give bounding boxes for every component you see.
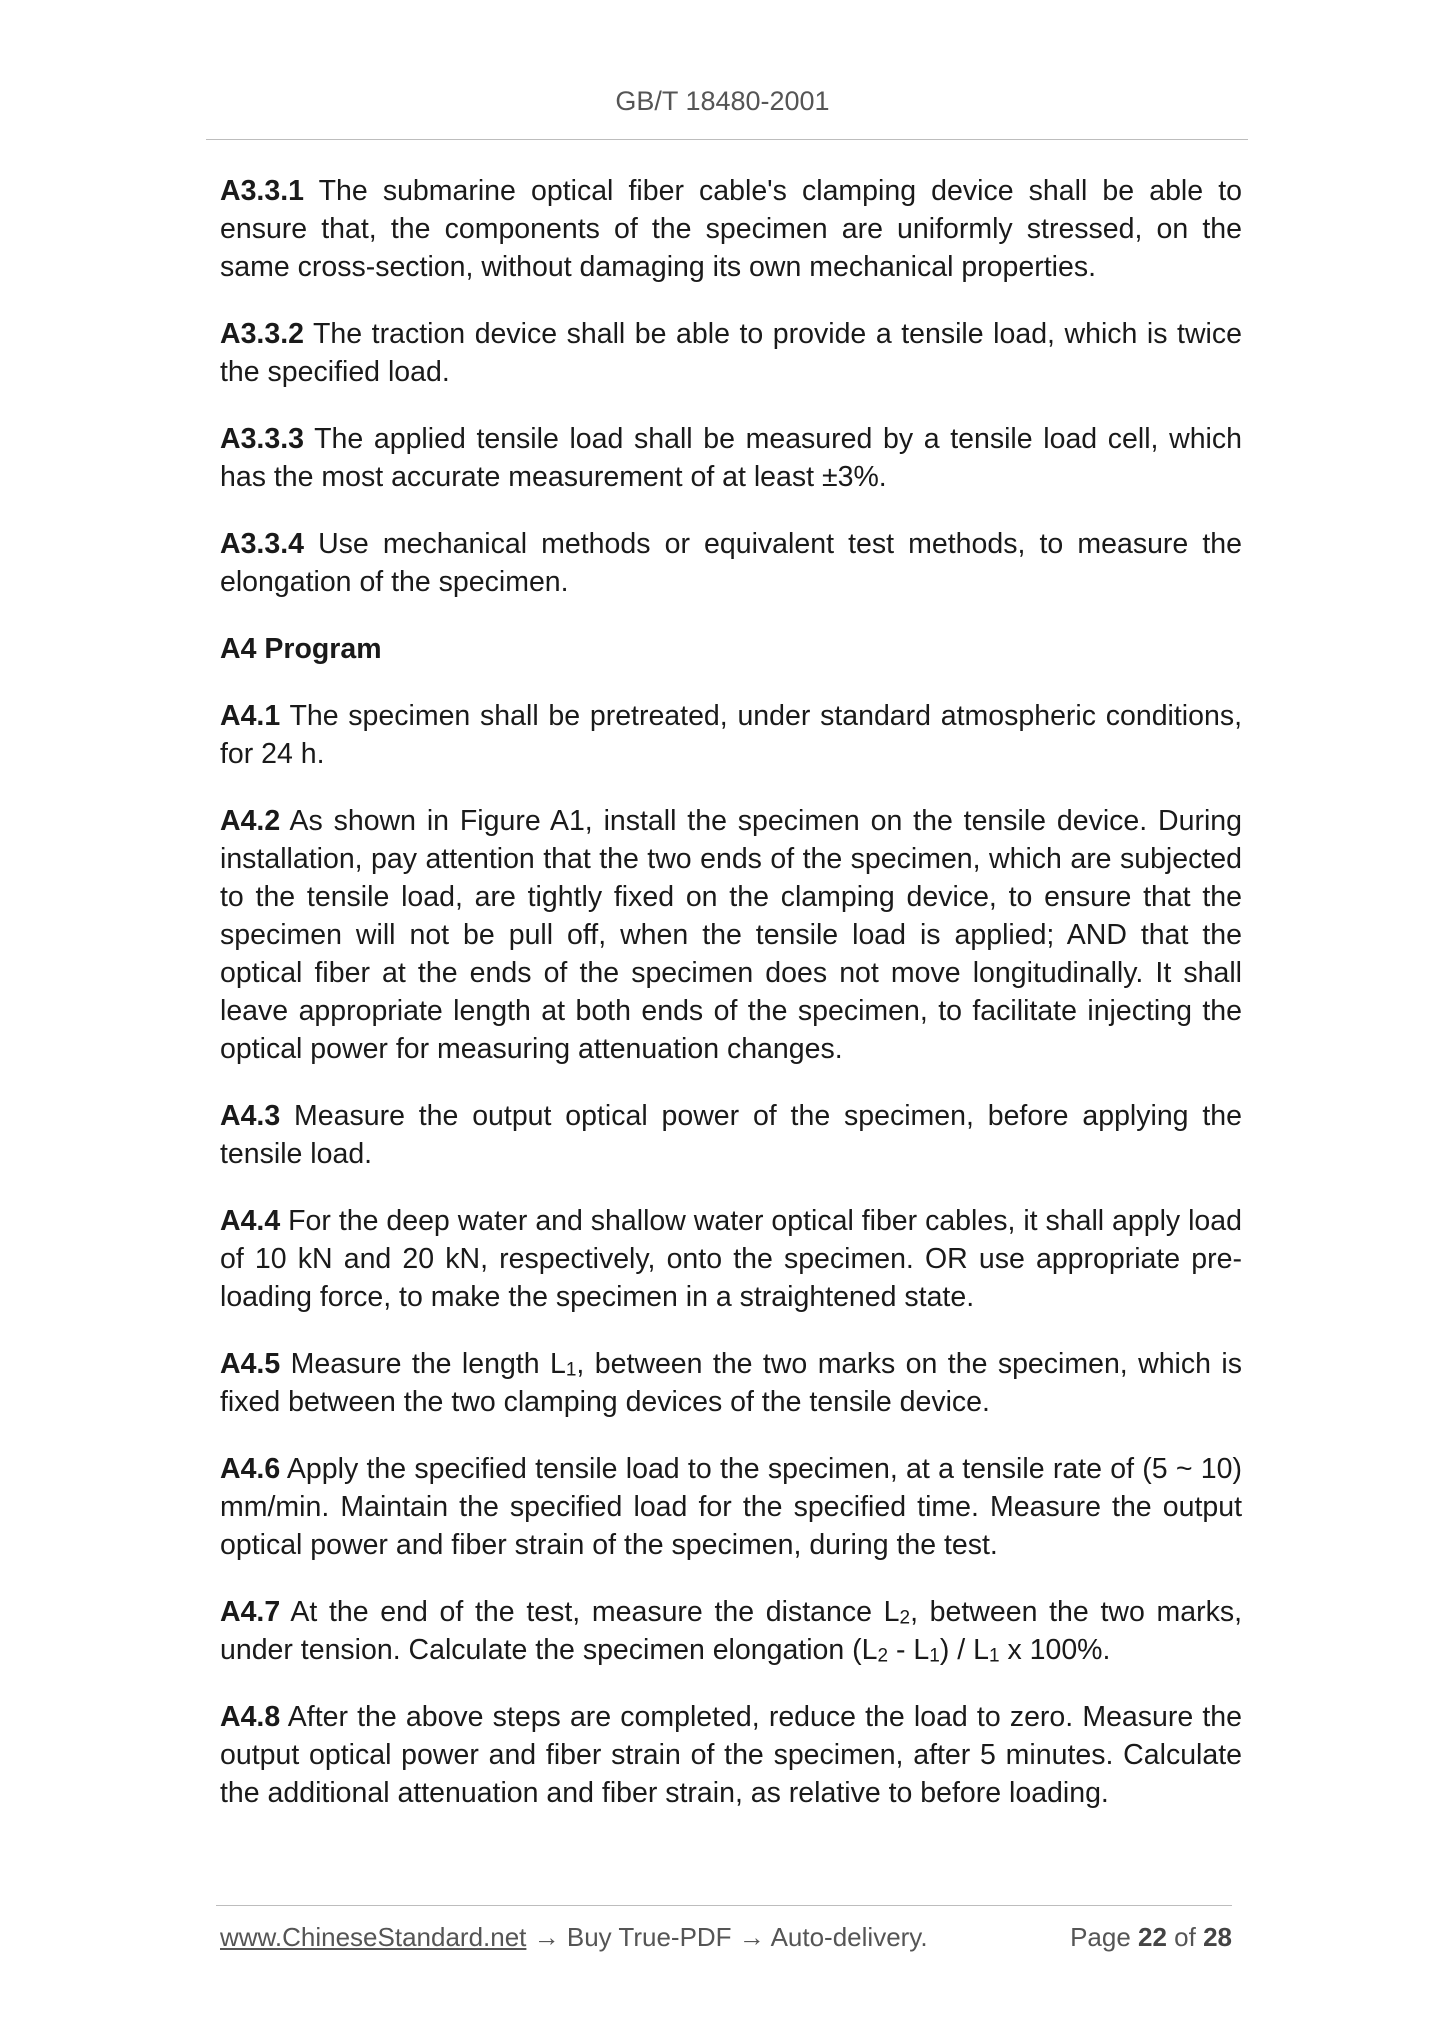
clause-text: The applied tensile load shall be measured by a tensile load cell, which has the most accurate measurement of at least ±3%. [220, 423, 1242, 493]
clause-a3-3-3 [220, 420, 1242, 496]
clause-a4-4 [220, 1202, 1242, 1316]
clause-text: The submarine optical fiber cable's clamping device shall be able to ensure that, the components of the specimen are uniformly stressed, on the same cross-section, without damaging its own mechanical properties. [220, 175, 1242, 283]
clause-text: x 100%. [999, 1634, 1111, 1666]
subscript: 1 [565, 1359, 577, 1381]
document-id: GB/T 18480-2001 [615, 86, 830, 116]
clause-number: A3.3.3 [220, 423, 304, 455]
footer-tagline: → Buy True-PDF → Auto-delivery. [526, 1922, 928, 1952]
clause-a4-2 [220, 802, 1242, 1068]
header-divider [206, 139, 1248, 140]
clause-a4-1 [220, 697, 1242, 773]
subscript: 2 [877, 1645, 889, 1667]
clause-text: The specimen shall be pretreated, under standard atmospheric conditions, for 24 h. [220, 700, 1242, 770]
page-label: Page [1070, 1922, 1139, 1952]
clause-a4-8 [220, 1698, 1242, 1812]
section-title: A4 Program [220, 633, 382, 665]
clause-number: A4.5 [220, 1348, 281, 1380]
subscript: 1 [929, 1645, 940, 1667]
clause-number: A4.2 [220, 805, 281, 837]
clause-text: Measure the output optical power of the specimen, before applying the tensile load. [220, 1100, 1242, 1170]
clause-number: A4.1 [220, 700, 281, 732]
subscript: 1 [988, 1645, 1000, 1667]
clause-text: Apply the specified tensile load to the specimen, at a tensile rate of (5 ~ 10) mm/min. Maintain the specified load for the specified time. Measure the output optical power and fiber strain of the specimen, during the test. [220, 1453, 1242, 1561]
clause-text: At the end of the test, measure the distance L [280, 1596, 900, 1628]
clause-text: , between the two marks on the specimen, which is fixed between the two clamping devices of the tensile device. [220, 1348, 1242, 1418]
clause-number: A3.3.2 [220, 318, 304, 350]
subscript: 2 [899, 1607, 911, 1629]
clause-number: A4.3 [220, 1100, 281, 1132]
clause-text: ) / L [939, 1634, 989, 1666]
clause-text: As shown in Figure A1, install the specimen on the tensile device. During installation, pay attention that the two ends of the specimen, which are subjected to the tensile load, are tightly fixed on the clamping device, to ensure that the specimen will not be pull off, when the tensile load is applied; AND that the optical fiber at the ends of the specimen does not move longitudinally. It shall leave appropriate length at both ends of the specimen, to facilitate injecting the optical power for measuring attenuation changes. [220, 805, 1242, 1065]
clause-a3-3-2 [220, 315, 1242, 391]
clause-number: A4.7 [220, 1596, 281, 1628]
clause-a3-3-1 [220, 172, 1242, 286]
page-of-label: of [1166, 1922, 1204, 1952]
clause-text: For the deep water and shallow water optical fiber cables, it shall apply load of 10 kN and 20 kN, respectively, onto the specimen. OR use appropriate pre-loading force, to make the specimen in a straightened state. [220, 1205, 1242, 1313]
clause-text: Measure the length L [280, 1348, 566, 1380]
document-body [220, 172, 1242, 1841]
clause-a4-6 [220, 1450, 1242, 1564]
clause-text: After the above steps are completed, reduce the load to zero. Measure the output optical power and fiber strain of the specimen, after 5 minutes. Calculate the additional attenuation and fiber strain, as relative to before loading. [220, 1701, 1242, 1809]
page-footer [220, 1922, 1232, 1962]
page-counter [1070, 1922, 1232, 1953]
clause-number: A3.3.4 [220, 528, 304, 560]
clause-number: A3.3.1 [220, 175, 304, 207]
clause-text: - L [888, 1634, 930, 1666]
clause-a4-5 [220, 1345, 1242, 1421]
page-header [0, 86, 1445, 117]
footer-divider [216, 1905, 1232, 1906]
clause-a4-3 [220, 1097, 1242, 1173]
clause-text: The traction device shall be able to provide a tensile load, which is twice the specified load. [220, 318, 1242, 388]
clause-a4-7 [220, 1593, 1242, 1669]
website-link[interactable]: www.ChineseStandard.net [220, 1922, 527, 1952]
page-total: 28 [1203, 1922, 1232, 1952]
clause-a3-3-4 [220, 525, 1242, 601]
clause-text: , between the two marks, under tension. Calculate the specimen elongation (L [220, 1596, 1243, 1666]
clause-number: A4.8 [220, 1701, 281, 1733]
page-current: 22 [1138, 1922, 1167, 1952]
footer-promo [220, 1922, 928, 1953]
clause-text: Use mechanical methods or equivalent test methods, to measure the elongation of the specimen. [220, 528, 1242, 598]
clause-number: A4.6 [220, 1453, 281, 1485]
clause-number: A4.4 [220, 1205, 281, 1237]
